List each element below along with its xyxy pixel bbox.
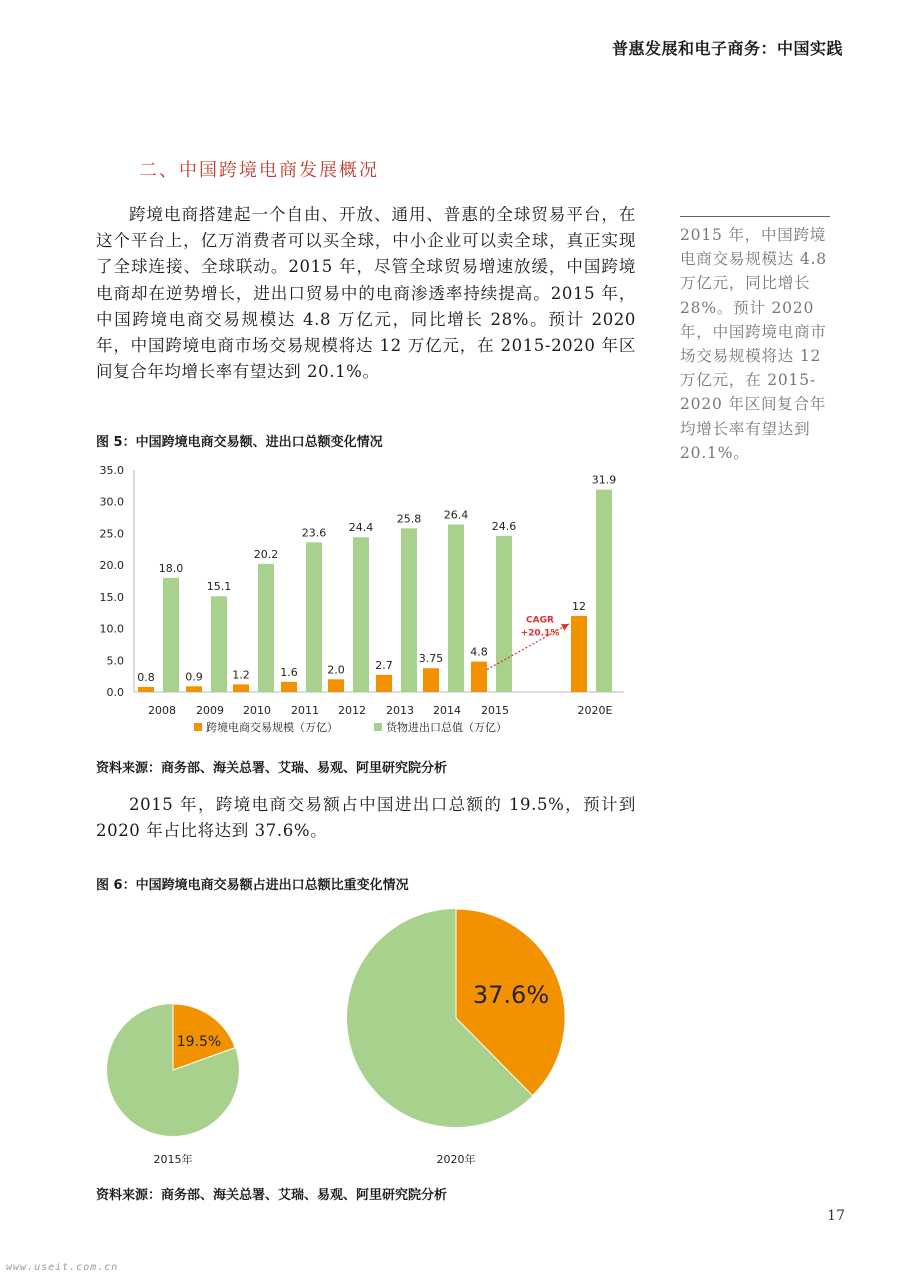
bar-goods-trade-total [353,537,369,692]
watermark: www.useit.com.cn [6,1262,119,1273]
paragraph-1-text: 跨境电商搭建起一个自由、开放、通用、普惠的全球贸易平台，在这个平台上，亿万消费者可以买全球，中小企业可以卖全球，真正实现了全球连接、全球联动。2015 年，尽管全球贸易增速放缓，中国跨境电商却在逆势增长，进出口贸易中的电商渗透率持续提高。2015 年，中国跨境电商交易规模达 4.8 万亿元，同比增长 28%。预计 2020 年，中国跨境电商市场交易规模将达 12 万亿元，在 2015-2020 年区间复合年均增长率有望达到 20.1%。 [96,205,636,382]
bar-cross-border-ecommerce [233,684,249,692]
data-label-ecommerce: 0.9 [185,670,203,684]
x-tick-label: 2010 [243,704,271,717]
bar-cross-border-ecommerce [281,682,297,692]
figure-6-source: 资料来源：商务部、海关总署、艾瑞、易观、阿里研究院分析 [96,1188,448,1203]
x-tick-label: 2015 [481,704,509,717]
pie-share-label: 37.6% [472,981,550,1009]
x-tick-label: 2008 [148,704,176,717]
data-label-trade: 24.6 [491,519,517,533]
data-label-trade: 31.9 [591,473,617,487]
bar-chart-figure-5 [92,460,652,750]
y-tick-label: 5.0 [106,654,124,668]
pie-year-label: 2015年 [153,1153,193,1166]
cagr-label: CAGR [526,615,554,626]
bar-goods-trade-total [448,525,464,692]
bar-goods-trade-total [258,564,274,692]
data-label-trade: 20.2 [253,547,279,561]
x-tick-label: 2013 [386,704,414,717]
bar-cross-border-ecommerce [471,662,487,692]
bar-goods-trade-total [596,490,612,692]
x-tick-label: 2012 [338,704,366,717]
body-paragraph-2 [96,792,636,844]
data-label-ecommerce: 2.7 [375,658,393,672]
bar-cross-border-ecommerce [571,616,587,692]
data-label-ecommerce: 0.8 [137,670,155,684]
x-tick-label: 2009 [196,704,224,717]
legend-swatch-ecommerce [194,723,202,731]
pull-quote-sidebar [680,216,830,465]
x-tick-label: 2020E [577,704,613,717]
cagr-value-label: +20.1% [520,628,560,639]
bar-cross-border-ecommerce [186,686,202,692]
y-tick-label: 25.0 [99,527,124,541]
y-tick-label: 20.0 [99,559,124,573]
section-heading: 二、中国跨境电商发展概况 [139,160,379,181]
data-label-ecommerce: 4.8 [470,645,488,659]
paragraph-2-text: 2015 年，跨境电商交易额占中国进出口总额的 19.5%，预计到 2020 年占比将达到 37.6%。 [96,795,636,841]
data-label-trade: 25.8 [396,512,422,526]
page-number: 17 [827,1208,845,1224]
legend-swatch-trade [374,723,382,731]
data-label-ecommerce: 3.75 [418,652,444,666]
bar-goods-trade-total [401,528,417,692]
legend-label-trade: 货物进出口总值（万亿） [386,721,507,734]
bar-cross-border-ecommerce [138,687,154,692]
data-label-ecommerce: 12 [572,599,586,613]
bar-cross-border-ecommerce [376,675,392,692]
x-tick-label: 2011 [291,704,319,717]
data-label-ecommerce: 1.6 [280,665,298,679]
body-paragraph-1 [96,202,636,385]
x-tick-label: 2014 [433,704,461,717]
pull-quote-text: 2015 年，中国跨境电商交易规模达 4.8 万亿元，同比增长 28%。预计 2020 年，中国跨境电商市场交易规模将达 12 万亿元，在 2015-2020 年区间复合年均增长率有望达到 20.1%。 [680,226,827,462]
bar-goods-trade-total [306,542,322,692]
data-label-trade: 26.4 [443,508,469,522]
data-label-ecommerce: 2.0 [327,663,345,677]
y-tick-label: 15.0 [99,590,124,604]
bar-cross-border-ecommerce [423,668,439,692]
bar-cross-border-ecommerce [328,679,344,692]
pie-share-label: 19.5% [176,1034,222,1050]
y-tick-label: 0.0 [106,686,124,699]
data-label-trade: 15.1 [206,580,232,594]
running-header-title: 普惠发展和电子商务：中国实践 [611,39,843,58]
data-label-ecommerce: 1.2 [232,668,250,682]
y-tick-label: 35.0 [99,464,124,477]
y-tick-label: 10.0 [99,622,124,636]
data-label-trade: 24.4 [348,521,374,535]
bar-goods-trade-total [163,578,179,692]
y-tick-label: 30.0 [99,495,124,509]
legend-label-ecommerce: 跨境电商交易规模（万亿） [206,721,338,734]
figure-6-caption: 图 6：中国跨境电商交易额占进出口总额比重变化情况 [96,878,409,893]
bar-goods-trade-total [496,536,512,692]
data-label-trade: 18.0 [158,561,184,575]
pie-chart-figure-6 [96,900,616,1180]
figure-5-source: 资料来源：商务部、海关总署、艾瑞、易观、阿里研究院分析 [96,761,448,776]
bar-goods-trade-total [211,596,227,692]
pie-year-label: 2020年 [436,1153,476,1166]
figure-5-caption: 图 5：中国跨境电商交易额、进出口总额变化情况 [96,435,383,450]
data-label-trade: 23.6 [301,526,327,540]
